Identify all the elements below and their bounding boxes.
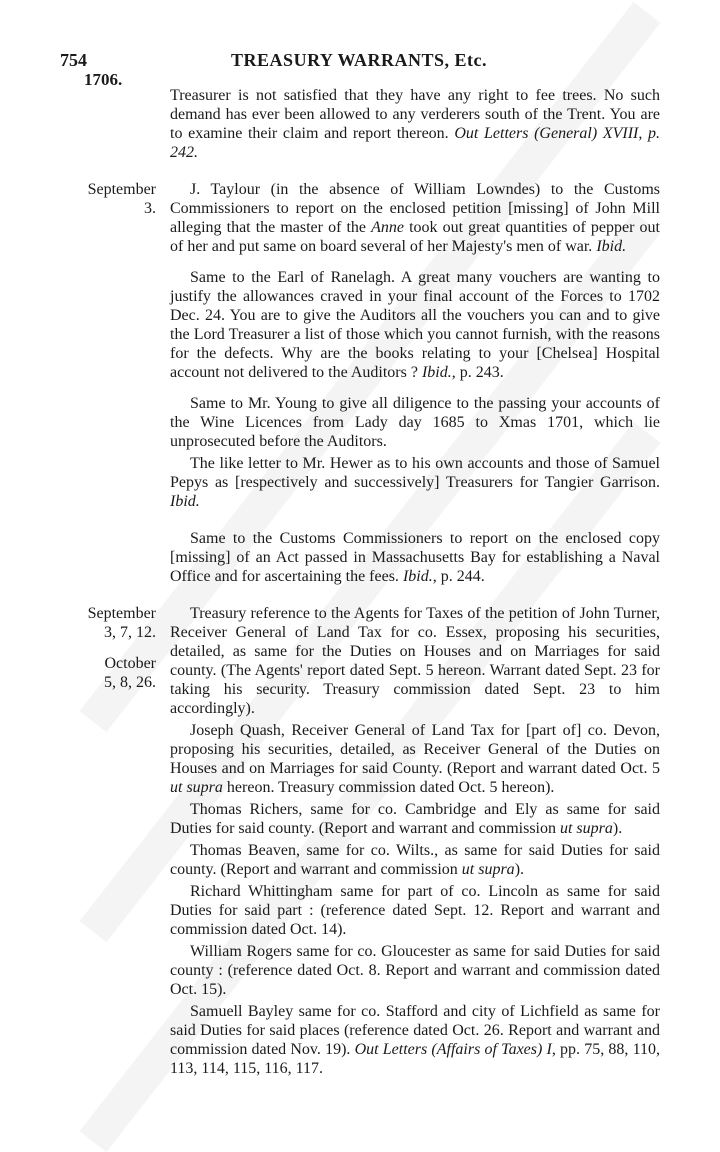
date-margin: [60, 180, 156, 218]
reference: Out Letters (Affairs of Taxes) I: [354, 1041, 552, 1058]
reference: Ibid.: [402, 568, 433, 585]
paragraph: Thomas Beaven, same for co. Wilts., as same for said Duties for said county. (Report and warrant and commission ut supra).: [170, 842, 660, 878]
paragraph: Joseph Quash, Receiver General of Land Tax for [part of] co. Devon, proposing his securities, detailed, as Receiver General of the Duties on Houses and on Marriages for said County. (Report and warrant dated Oct. 5 ut supra hereon. Treasury commission dated Oct. 5 hereon).: [170, 722, 660, 796]
date-margin: [60, 604, 156, 692]
date-line: 3, 7, 12.: [104, 624, 156, 641]
paragraph: The like letter to Mr. Hewer as to his own accounts and those of Samuel Pepys as [respectively and successively] Treasurers for Tangier Garrison. Ibid.: [170, 455, 660, 510]
date-line: September: [87, 181, 156, 198]
date-line: September: [87, 605, 156, 622]
reference: Ibid.: [596, 238, 627, 255]
entry-text: [170, 180, 660, 586]
date-line: 5, 8, 26.: [104, 674, 156, 691]
paragraph: J. Taylour (in the absence of William Lowndes) to the Customs Commissioners to report on the enclosed petition [missing] of John Mill alleging that the master of the Anne took out great quantities of pepper out of her and put same on board several of her Majesty's men of war. Ibid.: [170, 181, 660, 255]
paragraph: Thomas Richers, same for co. Cambridge and Ely as same for said Duties for said county. (Report and warrant and commission ut supra).: [170, 801, 660, 837]
paragraph: Same to Mr. Young to give all diligence to the passing your accounts of the Wine Licences from Lady day 1685 to Xmas 1701, which lie unprosecuted before the Auditors.: [170, 395, 660, 450]
date-line: 3.: [144, 200, 156, 217]
reference: Ibid.: [421, 364, 452, 381]
entry: [60, 604, 660, 1078]
entry-text: [170, 604, 660, 1078]
entry-text: [170, 86, 660, 162]
paragraph: Samuell Bayley same for co. Stafford and city of Lichfield as same for said Duties for said places (reference dated Oct. 26. Report and warrant and commission dated Nov. 19). Out Letters (Affairs of Taxes) I, pp. 75, 88, 110, 113, 114, 115, 116, 117.: [170, 1003, 661, 1077]
page-header: [60, 50, 658, 74]
document-body: [60, 86, 660, 1078]
entry: [60, 86, 660, 162]
paragraph: Same to the Earl of Ranelagh. A great many vouchers are wanting to justify the allowances craved in your final account of the Forces to 1702 Dec. 24. You are to give the Auditors all the vouchers you can and to give the Lord Treasurer a list of those which you cannot furnish, with the reasons for the defects. Why are the books relating to your [Chelsea] Hospital account not delivered to the Auditors ? Ibid., p. 243.: [170, 269, 660, 381]
running-head: TREASURY WARRANTS, Etc.: [231, 50, 487, 70]
paragraph: Treasurer is not satisfied that they have any right to fee trees. No such demand has ever been allowed to any verderers south of the Trent. You are to examine their claim and report thereon. Out Letters (General) XVIII, p. 242.: [170, 87, 661, 161]
reference: Out Letters (General) XVIII, p. 242.: [170, 125, 661, 161]
paragraph: Treasury reference to the Agents for Taxes of the petition of John Turner, Receiver General of Land Tax for co. Essex, proposing his securities, detailed, as same for the Duties on Houses and on Marriages for said county. (The Agents' report dated Sept. 5 hereon. Warrant dated Sept. 23 for taking his security. Treasury commission dated Sept. 23 to him accordingly).: [170, 605, 660, 717]
page-number: 754: [60, 50, 87, 70]
paragraph: Richard Whittingham same for part of co. Lincoln as same for said Duties for said part : (reference dated Sept. 12. Report and warrant and commission dated Oct. 14).: [170, 883, 660, 938]
reference: Ibid.: [170, 493, 200, 510]
entry: [60, 180, 660, 586]
year-label: 1706.: [84, 70, 123, 89]
date-line: October: [104, 655, 156, 672]
paragraph: William Rogers same for co. Gloucester as same for said Duties for said county : (reference dated Oct. 8. Report and warrant and commission dated Oct. 15).: [170, 943, 660, 998]
paragraph: Same to the Customs Commissioners to report on the enclosed copy [missing] of an Act passed in Massachusetts Bay for establishing a Naval Office and for ascertaining the fees. Ibid., p. 244.: [170, 530, 660, 585]
